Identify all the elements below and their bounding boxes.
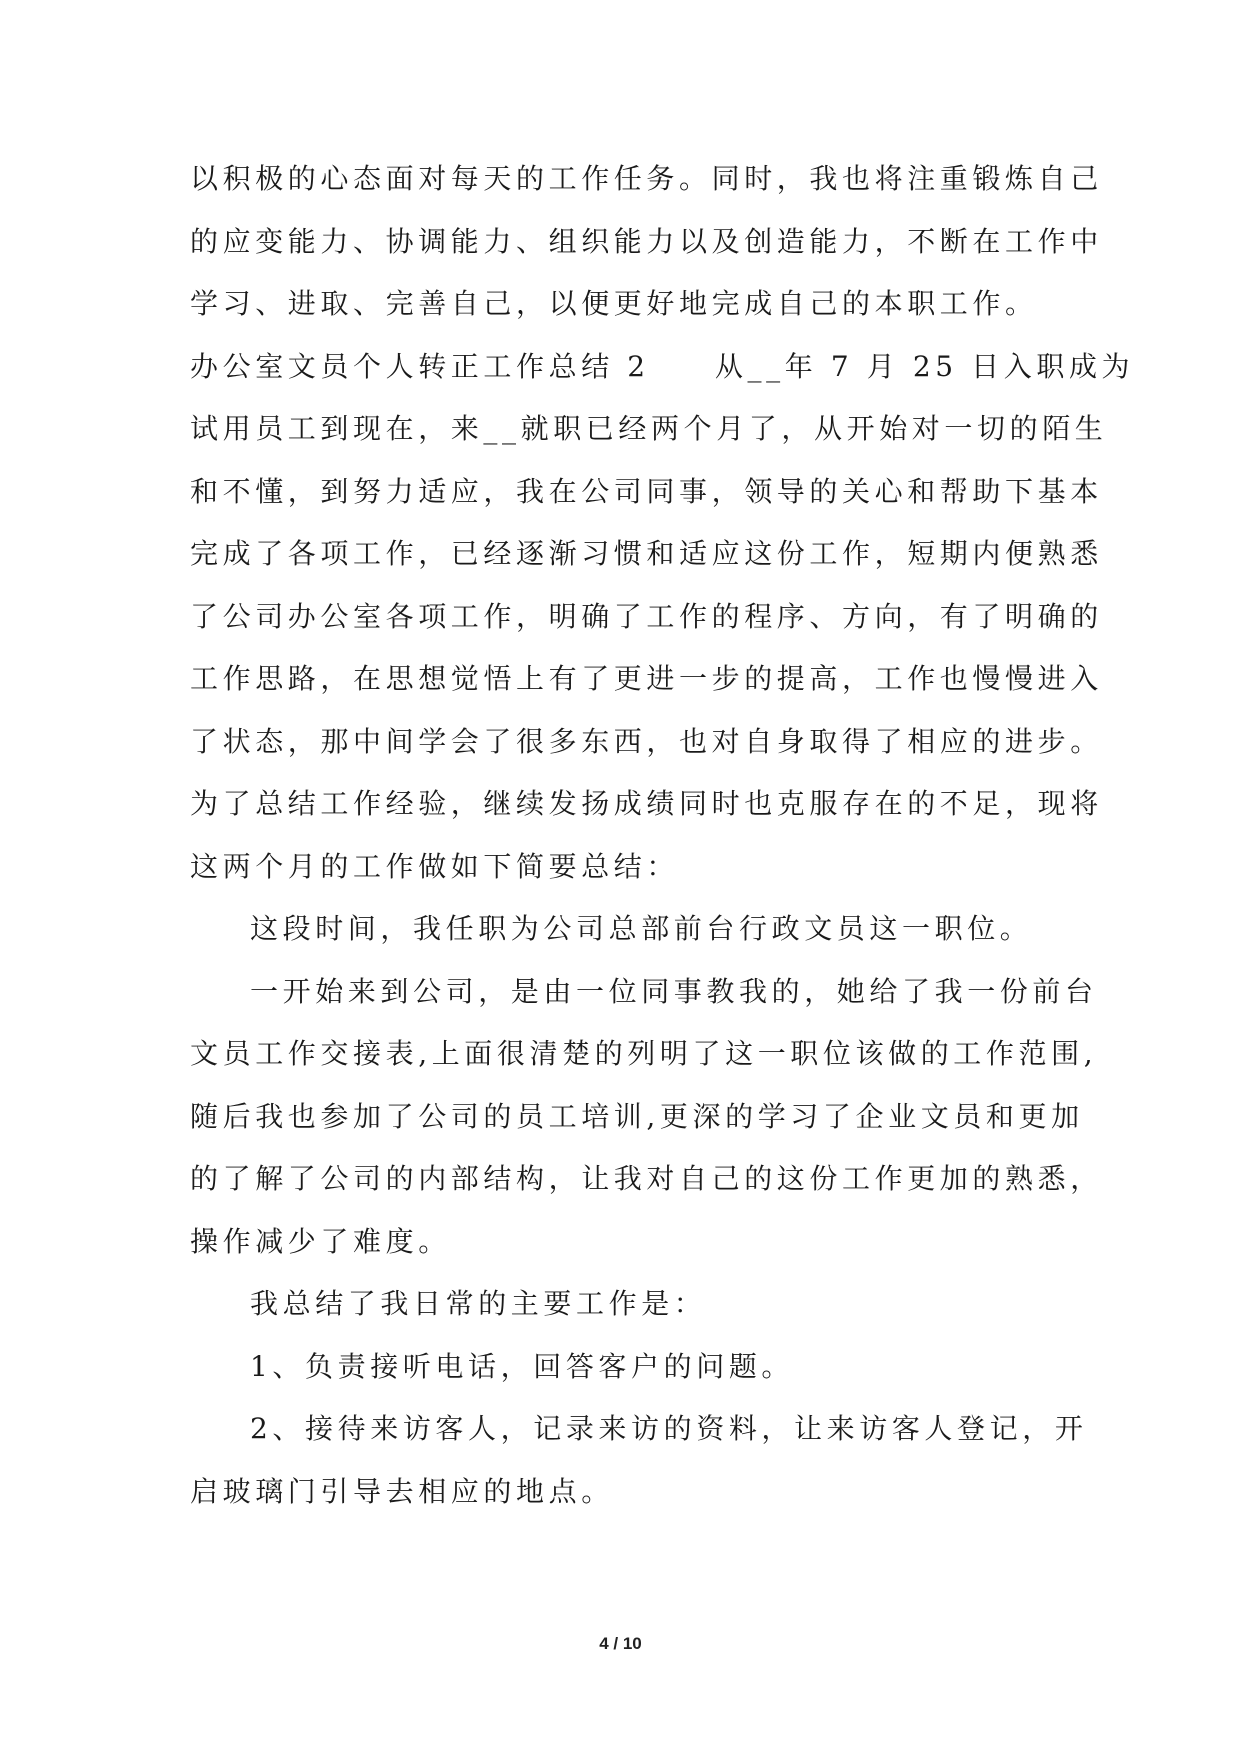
text-line: 为了总结工作经验，继续发扬成绩同时也克服存在的不足，现将: [190, 787, 1103, 820]
list-item-line: 1、负责接听电话，回答客户的问题。: [250, 1349, 795, 1383]
text-line: 这两个月的工作做如下简要总结：: [190, 849, 680, 883]
paragraph-start-line: 这段时间，我任职为公司总部前台行政文员这一职位。: [250, 912, 1033, 945]
text-line: 试用员工到现在，来__就职已经两个月了，从开始对一切的陌生: [190, 412, 1108, 445]
text-line: 和不懂，到努力适应，我在公司同事，领导的关心和帮助下基本: [190, 474, 1103, 508]
text-line: 学习、进取、完善自己，以便更好地完成自己的本职工作。: [190, 287, 1038, 320]
list-item-line: 2、接待来访客人，记录来访的资料，让来访客人登记，开: [250, 1412, 1088, 1445]
paragraph-start-line: 我总结了我日常的主要工作是：: [250, 1287, 707, 1320]
text-line: 的应变能力、协调能力、组织能力以及创造能力，不断在工作中: [190, 224, 1103, 258]
text-line: 的了解了公司的内部结构，让我对自己的这份工作更加的熟悉，: [190, 1162, 1103, 1195]
text-line: 随后我也参加了公司的员工培训,更深的学习了企业文员和更加: [190, 1099, 1084, 1133]
text-line: 启玻璃门引导去相应的地点。: [190, 1474, 614, 1508]
text-line: 操作减少了难度。: [190, 1224, 451, 1258]
text-line: 文员工作交接表,上面很清楚的列明了这一职位该做的工作范围,: [190, 1037, 1098, 1070]
text-line: 工作思路，在思想觉悟上有了更进一步的提高，工作也慢慢进入: [190, 662, 1103, 695]
text-line: 以积极的心态面对每天的工作任务。同时，我也将注重锻炼自己: [190, 162, 1103, 195]
document-body: [190, 148, 1135, 1523]
paragraph-start-line: 一开始来到公司，是由一位同事教我的，她给了我一份前台: [250, 974, 1098, 1008]
text-line: 了公司办公室各项工作，明确了工作的程序、方向，有了明确的: [190, 599, 1103, 633]
text-line: 完成了各项工作，已经逐渐习惯和适应这份工作，短期内便熟悉: [190, 537, 1103, 570]
section-heading-line: 办公室文员个人转正工作总结 2 从__年 7 月 25 日入职成为: [190, 349, 1135, 383]
text-line: 了状态，那中间学会了很多东西，也对自身取得了相应的进步。: [190, 724, 1103, 758]
page-number: 4 / 10: [599, 1634, 642, 1653]
